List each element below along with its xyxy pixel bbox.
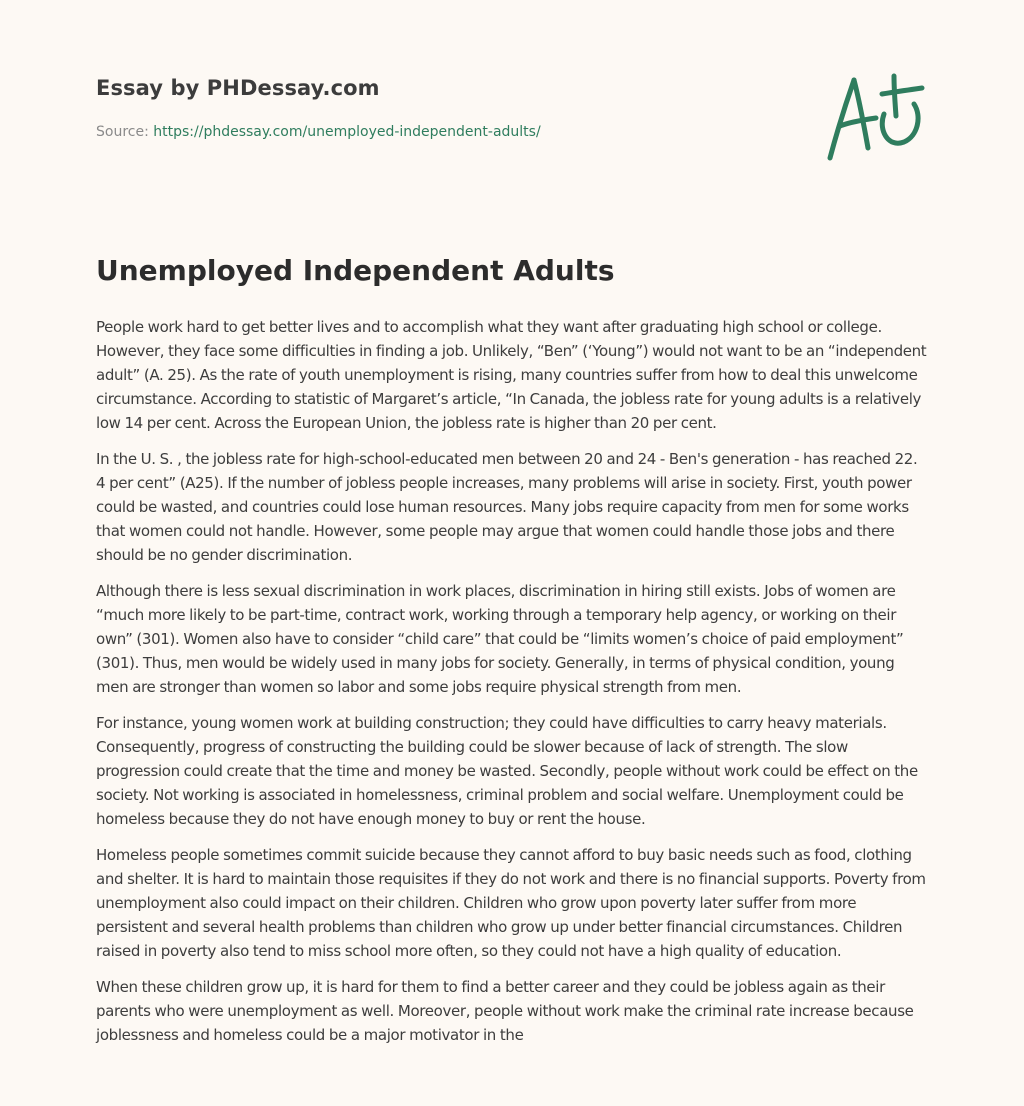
document-title: Unemployed Independent Adults [96,254,615,287]
logo-a-right-stroke [854,80,868,148]
source-label: Source: [96,124,149,140]
logo-a-left-stroke [830,80,854,158]
logo-smile-curve [882,104,918,143]
source-link[interactable]: https://phdessay.com/unemployed-independent-adults/ [153,124,541,140]
essay-body [96,315,928,1059]
logo-plus-vertical [894,76,896,116]
essay-paragraph: For instance, young women work at building construction; they could have difficulties to carry heavy materials. Consequently, progress of constructing the building could be slower because of lack of strength. The slow progression could create that the time and money be wasted. Secondly, people without work could be effect on the society. Not working is associated in homelessness, criminal problem and social welfare. Unemployment could be homeless because they do not have enough money to buy or rent the house. [96,714,918,828]
essay-paragraph: Although there is less sexual discrimination in work places, discrimination in hiring still exists. Jobs of women are “much more likely to be part-time, contract work, working through a temporary help agency, or working on their own” (301). Women also have to consider “child care” that could be “limits women’s choice of paid employment” (301). Thus, men would be widely used in many jobs for society. Generally, in terms of physical condition, young men are stronger than women so labor and some jobs require physical strength from men. [96,582,904,696]
a-plus-logo-graphic [818,68,930,164]
logo-plus-horizontal [882,88,922,94]
essay-paragraph: People work hard to get better lives and to accomplish what they want after graduating high school or college. However, they face some difficulties in finding a job. Unlikely, “Ben” (‘Young”) would not want to be an “independent adult” (A. 25). As the rate of youth unemployment is rising, many countries suffer from how to deal this unwelcome circumstance. According to statistic of Margaret’s article, “In Canada, the jobless rate for young adults is a relatively low 14 per cent. Across the European Union, the jobless rate is higher than 20 per cent. [96,318,927,432]
essay-paragraph: Homeless people sometimes commit suicide because they cannot afford to buy basic needs such as food, clothing and shelter. It is hard to maintain those requisites if they do not work and there is no financial supports. Poverty from unemployment also could impact on their children. Children who grow upon poverty later suffer from more persistent and several health problems than children who grow up under better financial circumstances. Children raised in poverty also tend to miss school more often, so they could not have a high quality of education. [96,846,926,960]
source-line [96,124,541,140]
logo-a-crossbar [840,118,876,126]
essay-paragraph: When these children grow up, it is hard for them to find a better career and they could be jobless again as their parents who were unemployment as well. Moreover, people without work make the criminal rate increase because joblessness and homeless could be a major motivator in the [96,978,914,1044]
a-plus-logo-icon [818,68,930,164]
essay-paragraph: In the U. S. , the jobless rate for high-school-educated men between 20 and 24 - Ben's generation - has reached 22. 4 per cent” (A25). If the number of jobless people increases, many problems will arise in society. First, youth power could be wasted, and countries could lose human resources. Many jobs require capacity from men for some works that women could not handle. However, some people may argue that women could handle those jobs and there should be no gender discrimination. [96,450,918,564]
site-brand: Essay by PHDessay.com [96,76,380,100]
